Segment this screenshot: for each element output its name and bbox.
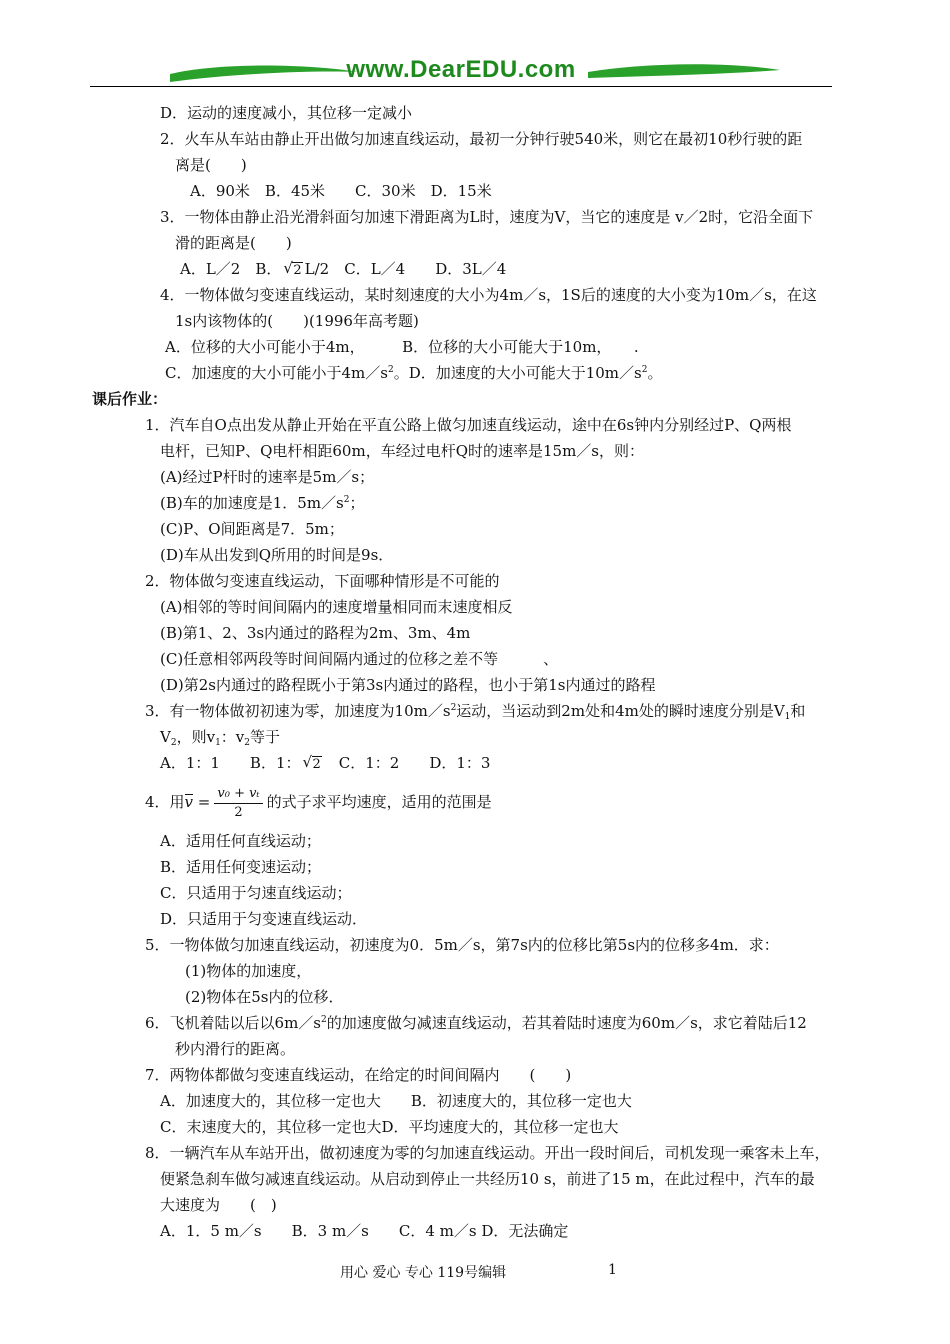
homework-6 <box>145 1013 807 1033</box>
text-fragment: C．加速度的大小可能小于4m／s <box>165 364 388 382</box>
page-number: 1 <box>608 1262 617 1278</box>
text-fragment: 和 <box>790 702 806 720</box>
text-line: 离是( ) <box>175 156 247 174</box>
q2-options: A．90米 B．45米 C．30米 D．15米 <box>190 182 492 200</box>
q8-options: A．1．5 m／s B．3 m／s C．4 m／s D．无法确定 <box>160 1222 569 1240</box>
text-line: 秒内滑行的距离。 <box>175 1040 296 1058</box>
header-rule <box>90 86 832 87</box>
options-ab: A．加速度大的，其位移一定也大 B．初速度大的，其位移一定也大 <box>160 1092 632 1110</box>
radicand: 2 <box>293 263 302 278</box>
text-fragment: A．L／2 B． <box>180 260 282 278</box>
text-line: 滑的距离是( ) <box>175 234 292 252</box>
radicand: 2 <box>312 757 321 772</box>
superscript: 2 <box>387 365 394 375</box>
text-line: 1s内该物体的( )(1996年高考题) <box>175 312 419 330</box>
text-line: 电杆，已知P、Q电杆相距60m，车经过电杆Q时的速率是15m／s，则： <box>160 442 645 460</box>
homework-8: 8．一辆汽车从车站开出，做初速度为零的匀加速直线运动。开出一段时间后，司机发现一乘客未上车， <box>145 1144 830 1162</box>
text-fragment: C．1：2 D．1：3 <box>323 754 491 772</box>
option-d: D．只适用于匀变速直线运动． <box>160 910 368 928</box>
text-fragment: 。 <box>647 364 663 382</box>
option-b: (B)第1、2、3s内通过的路程为2m、3m、4m <box>160 624 471 642</box>
option-a: (A)相邻的等时间间隔内的速度增量相同而末速度相反 <box>160 598 513 616</box>
question-3: 3．一物体由静止沿光滑斜面匀加速下滑距离为L时，速度为V，当它的速度是 v／2时，它沿全面下 <box>160 208 814 226</box>
subscript: 1 <box>784 712 791 722</box>
option-a: A．适用任何直线运动； <box>160 832 321 850</box>
section-heading-homework: 课后作业： <box>92 390 168 408</box>
text-fragment: 等于 <box>250 728 281 746</box>
text-line: D．运动的速度减小，其位移一定减小 <box>160 104 413 122</box>
subquestion: (2)物体在5s内的位移． <box>185 988 344 1006</box>
subscript: 2 <box>170 738 177 748</box>
text-fragment: L/2 C．L／4 D．3L／4 <box>304 260 507 278</box>
superscript: 2 <box>321 1015 327 1025</box>
superscript: 2 <box>343 495 350 505</box>
text-line: 大速度为 ( ) <box>160 1196 277 1214</box>
footer-text: 用心 爱心 专心 119号编辑 <box>340 1265 507 1281</box>
question-4: 4．一物体做匀变速直线运动，某时刻速度的大小为4m／s，1S后的速度的大小变为10m／s，在这 <box>160 286 817 304</box>
option-b: B．适用任何变速运动； <box>160 858 322 876</box>
text-fragment: ，则v <box>176 728 216 746</box>
site-logo: www.DearEDU.com <box>346 56 576 83</box>
text-fragment: 的式子求平均速度，适用的范围是 <box>266 793 492 811</box>
text-fragment: 3．有一物体做初初速为零，加速度为10m／s <box>145 702 451 720</box>
text-fragment: ：v <box>220 728 245 746</box>
subscript: 1 <box>215 738 221 748</box>
homework-5: 5．一物体做匀加速直线运动，初速度为0．5m／s，第7s内的位移比第5s内的位移多4m．求： <box>145 936 779 954</box>
denominator: 2 <box>234 804 243 820</box>
homework-7: 7．两物体都做匀变速直线运动，在给定的时间间隔内 ( ) <box>145 1066 572 1084</box>
q4-options-ab: A．位移的大小可能小于4m， B．位移的大小可能大于10m， . <box>165 338 639 356</box>
option-d: (D)第2s内通过的路程既小于第3s内通过的路程，也小于第1s内通过的路程 <box>160 676 656 694</box>
numerator: v₀ + vₜ <box>214 785 262 804</box>
q3-options <box>160 753 490 773</box>
text-fragment: = <box>193 793 211 811</box>
homework-3 <box>145 701 805 721</box>
option-c: (C)P、O间距离是7．5m； <box>160 520 344 538</box>
option-c: C．只适用于匀速直线运动； <box>160 884 352 902</box>
fraction <box>214 785 262 822</box>
text-fragment: A．1：1 B．1： <box>160 754 301 772</box>
text-fragment: 的加速度做匀减速直线运动，若其着陆时速度为60m／s，求它着陆后12 <box>326 1014 807 1032</box>
text-fragment: 6．飞机着陆以后以6m／s <box>145 1014 322 1032</box>
homework-2: 2．物体做匀变速直线运动，下面哪种情形是不可能的 <box>145 572 500 590</box>
superscript: 2 <box>641 365 648 375</box>
option-a: (A)经过P杆时的速率是5m／s； <box>160 468 375 486</box>
average-velocity-symbol: v <box>184 793 194 811</box>
text-fragment: V <box>160 728 171 746</box>
text-fragment: 运动，当运动到2m处和4m处的瞬时速度分别是V <box>456 702 785 720</box>
text-fragment: 4．用 <box>145 793 185 811</box>
sqrt-symbol <box>303 753 322 773</box>
superscript: 2 <box>450 703 457 713</box>
option-c: (C)任意相邻两段等时间间隔内通过的位移之差不等 、 <box>160 650 559 668</box>
text-line: 便紧急刹车做匀减速直线运动。从启动到停止一共经历10 s，前进了15 m，在此过程中，汽车的最 <box>160 1170 815 1188</box>
q3-options <box>180 259 506 279</box>
q4-options-cd <box>165 363 662 383</box>
options-cd: C．末速度大的，其位移一定也大D．平均速度大的，其位移一定也大 <box>160 1118 619 1136</box>
homework-1: 1．汽车自O点出发从静止开始在平直公路上做匀加速直线运动，途中在6s钟内分别经过P、Q两根 <box>145 416 792 434</box>
text-fragment: 。D．加速度的大小可能大于10m／s <box>393 364 642 382</box>
subscript: 2 <box>244 738 251 748</box>
text-fragment: (B)车的加速度是1．5m／s <box>160 494 344 512</box>
sqrt-symbol <box>283 259 302 279</box>
subquestion: (1)物体的加速度， <box>185 962 312 980</box>
text-line <box>160 727 280 747</box>
homework-4 <box>145 784 492 822</box>
text-fragment: ； <box>349 494 365 512</box>
option-d: (D)车从出发到Q所用的时间是9s． <box>160 546 394 564</box>
page-header <box>90 52 832 92</box>
question-2: 2．火车从车站由静止开出做匀加速直线运动，最初一分钟行驶540米，则它在最初10秒行驶的距 <box>160 130 803 148</box>
option-b <box>160 493 365 513</box>
